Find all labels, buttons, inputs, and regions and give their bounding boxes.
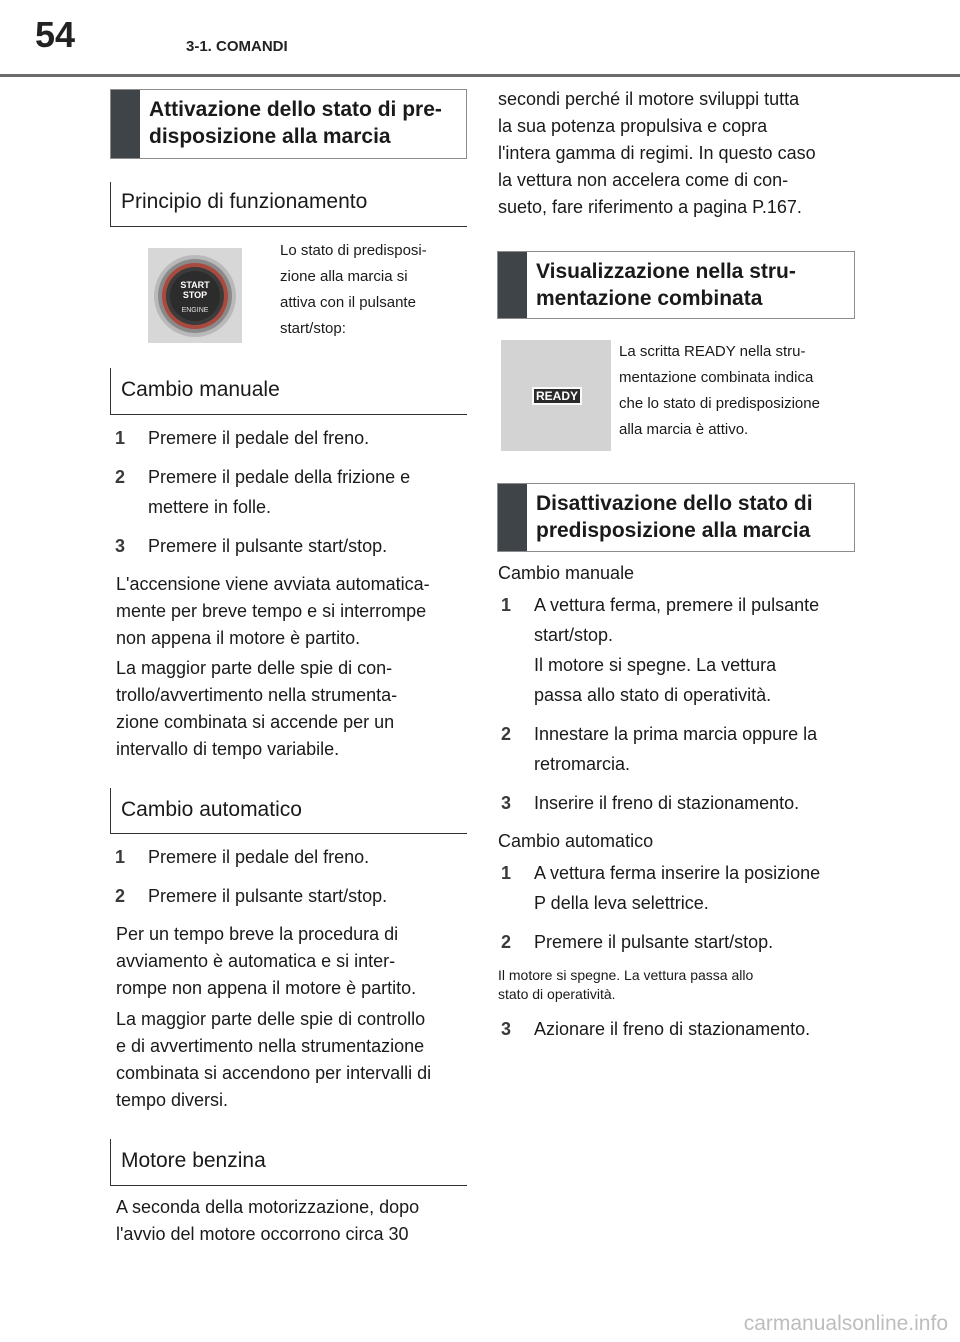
step-text: Premere il pedale del freno. (148, 428, 370, 448)
text-line: A seconda della motorizzazione, dopo (116, 1197, 420, 1217)
engine-label: ENGINE (181, 307, 209, 314)
step-text: retromarcia. (534, 754, 631, 774)
watermark: carmanualsonline.info (743, 1312, 948, 1335)
text-line: zione combinata si accende per un (116, 712, 395, 732)
text-line: avviamento è automatica e si inter- (116, 951, 396, 971)
subheading-text: Motore benzina (121, 1149, 266, 1172)
paragraph (116, 1194, 419, 1248)
section-box-activation (110, 89, 467, 159)
page-header (0, 0, 960, 77)
ready-description (619, 339, 820, 443)
step-text: A vettura ferma inserire la posizione (534, 863, 821, 883)
step-text: Premere il pulsante start/stop. (534, 932, 774, 952)
text-line: e di avvertimento nella strumentazione (116, 1036, 425, 1056)
step-text: Premere il pulsante start/stop. (148, 536, 388, 556)
text-line: attiva con il pulsante (280, 294, 416, 311)
text-line: l'intera gamma di regimi. In questo caso (498, 143, 816, 163)
step-text: Premere il pedale della frizione e (148, 467, 411, 487)
ready-badge: READY (532, 387, 582, 405)
subheading-cambio-automatico (110, 788, 467, 834)
start-stop-icon (148, 248, 242, 343)
subheading-cambio-manuale (110, 368, 467, 415)
text-line: combinata si accendono per intervalli di (116, 1063, 432, 1083)
step-text: Premere il pedale del freno. (148, 847, 370, 867)
step-text: Il motore si spegne. La vettura (534, 655, 777, 675)
box-accent-bar (111, 90, 140, 158)
text-line: la vettura non accelera come di con- (498, 170, 789, 190)
step-number: 3 (501, 793, 512, 813)
step-number: 1 (115, 847, 126, 867)
step-text: passa allo stato di operatività. (534, 685, 772, 705)
section-box-visualizzazione (497, 251, 855, 319)
step-number: 2 (501, 932, 512, 952)
subheading-motore-benzina (110, 1139, 467, 1186)
label-cambio-automatico: Cambio automatico (498, 831, 654, 851)
step-text: Inserire il freno di stazionamento. (534, 793, 800, 813)
step-number: 3 (501, 1019, 512, 1039)
page-number: 54 (20, 12, 90, 58)
paragraph (116, 571, 430, 652)
text-line: tempo diversi. (116, 1090, 229, 1110)
text-line: stato di operatività. (498, 986, 616, 1002)
stop-label: STOP (182, 290, 208, 300)
section-title: 3-1. COMANDI (186, 38, 288, 55)
step-text: mettere in folle. (148, 497, 272, 517)
box-accent-bar (498, 252, 527, 318)
subheading-text: Principio di funzionamento (121, 190, 368, 213)
text-line: sueto, fare riferimento a pagina P.167. (498, 197, 802, 217)
text-line: secondi perché il motore sviluppi tutta (498, 89, 800, 109)
start-stop-button-image (148, 248, 242, 343)
text-line: non appena il motore è partito. (116, 628, 361, 648)
step-text: A vettura ferma, premere il pulsante (534, 595, 820, 615)
start-label: START (180, 280, 210, 290)
text-line: mentazione combinata indica (619, 369, 814, 386)
paragraph (116, 1006, 431, 1114)
text-line: che lo stato di predisposizione (619, 395, 820, 412)
step-text: start/stop. (534, 625, 614, 645)
text-line: Il motore si spegne. La vettura passa allo (498, 967, 754, 983)
text-line: start/stop: (280, 320, 346, 337)
text-line: intervallo di tempo variabile. (116, 739, 340, 759)
paragraph (116, 921, 416, 1002)
text-line: Lo stato di predisposi- (280, 242, 427, 259)
text-line: alla marcia è attivo. (619, 421, 749, 438)
note-text (498, 966, 753, 1004)
text-line: zione alla marcia si (280, 268, 408, 285)
paragraph (116, 655, 397, 763)
step-number: 1 (501, 863, 512, 883)
text-line: la sua potenza propulsiva e copra (498, 116, 768, 136)
section-box-disattivazione (497, 483, 855, 552)
text-line: La scritta READY nella stru- (619, 343, 806, 360)
box-title: Visualizzazione nella stru-mentazione combinata (536, 260, 796, 310)
subheading-text: Cambio automatico (121, 798, 302, 821)
step-text: Innestare la prima marcia oppure la (534, 724, 818, 744)
text-line: rompe non appena il motore è partito. (116, 978, 417, 998)
principio-description (280, 238, 427, 342)
step-number: 2 (501, 724, 512, 744)
text-line: La maggior parte delle spie di controllo (116, 1009, 426, 1029)
text-line: L'accensione viene avviata automatica- (116, 574, 430, 594)
step-number: 3 (115, 536, 126, 556)
paragraph (498, 86, 816, 221)
box-accent-bar (498, 484, 527, 551)
text-line: l'avvio del motore occorrono circa 30 (116, 1224, 409, 1244)
box-title: Attivazione dello stato di pre-disposizione alla marcia (149, 98, 442, 148)
ready-indicator-image (501, 340, 611, 451)
step-number: 1 (501, 595, 512, 615)
text-line: La maggior parte delle spie di con- (116, 658, 393, 678)
step-text: P della leva selettrice. (534, 893, 709, 913)
subheading-text: Cambio manuale (121, 378, 280, 401)
step-text: Premere il pulsante start/stop. (148, 886, 388, 906)
text-line: mente per breve tempo e si interrompe (116, 601, 427, 621)
step-number: 2 (115, 467, 126, 487)
step-number: 1 (115, 428, 126, 448)
step-number: 2 (115, 886, 126, 906)
step-text: Azionare il freno di stazionamento. (534, 1019, 811, 1039)
subheading-principio (110, 182, 467, 227)
label-cambio-manuale: Cambio manuale (498, 563, 635, 583)
text-line: trollo/avvertimento nella strumenta- (116, 685, 398, 705)
text-line: Per un tempo breve la procedura di (116, 924, 399, 944)
box-title: Disattivazione dello stato di predisposizione alla marcia (536, 492, 813, 542)
